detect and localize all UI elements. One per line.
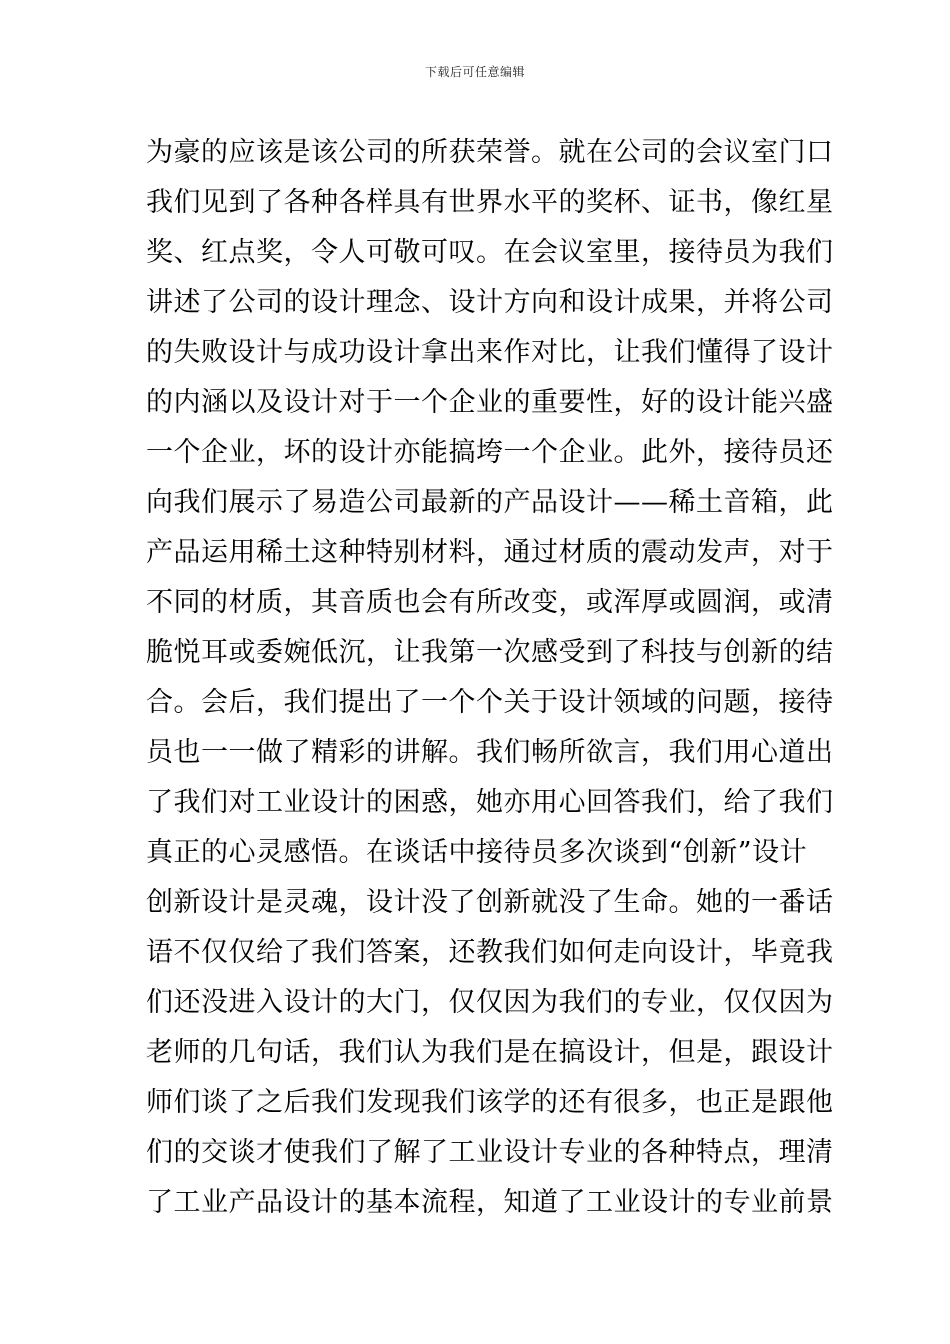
text-line: 为豪的应该是该公司的所获荣誉。就在公司的会议室门口 [146,137,834,168]
text-line: 一个企业，坏的设计亦能搞垮一个企业。此外，接待员还 [146,437,834,468]
page-header: 下载后可任意编辑 [424,65,525,79]
text-line: 了工业产品设计的基本流程，知道了工业设计的专业前景 [146,1187,834,1218]
text-line: 不同的材质，其音质也会有所改变，或浑厚或圆润，或清 [146,587,834,618]
text-line: 老师的几句话，我们认为我们是在搞设计，但是，跟设计 [146,1037,834,1068]
text-line: 员也一一做了精彩的讲解。我们畅所欲言，我们用心道出 [146,737,834,768]
text-line: 脆悦耳或委婉低沉，让我第一次感受到了科技与创新的结 [146,637,834,668]
text-line: 奖、红点奖，令人可敬可叹。在会议室里，接待员为我们 [146,237,834,268]
text-line: 语不仅仅给了我们答案，还教我们如何走向设计，毕竟我 [146,937,834,968]
text-line: 讲述了公司的设计理念、设计方向和设计成果，并将公司 [146,287,834,318]
text-line: 师们谈了之后我们发现我们该学的还有很多，也正是跟他 [146,1087,834,1118]
text-line: 的内涵以及设计对于一个企业的重要性，好的设计能兴盛 [146,387,834,418]
body-text [146,128,834,1228]
text-line: 的失败设计与成功设计拿出来作对比，让我们懂得了设计 [146,337,834,368]
text-line: 们的交谈才使我们了解了工业设计专业的各种特点，理清 [146,1137,834,1168]
text-line: 合。会后，我们提出了一个个关于设计领域的问题，接待 [146,687,834,718]
text-line: 们还没进入设计的大门，仅仅因为我们的专业，仅仅因为 [146,987,834,1018]
text-line: 向我们展示了易造公司最新的产品设计——稀土音箱，此 [146,487,834,518]
text-line: 创新设计是灵魂，设计没了创新就没了生命。她的一番话 [146,887,834,918]
text-line: 产品运用稀土这种特别材料，通过材质的震动发声，对于 [146,537,834,568]
text-line: 了我们对工业设计的困惑，她亦用心回答我们，给了我们 [146,787,834,818]
text-line: 真正的心灵感悟。在谈话中接待员多次谈到“创新”设计 [146,837,808,868]
text-line: 我们见到了各种各样具有世界水平的奖杯、证书，像红星 [146,187,834,218]
